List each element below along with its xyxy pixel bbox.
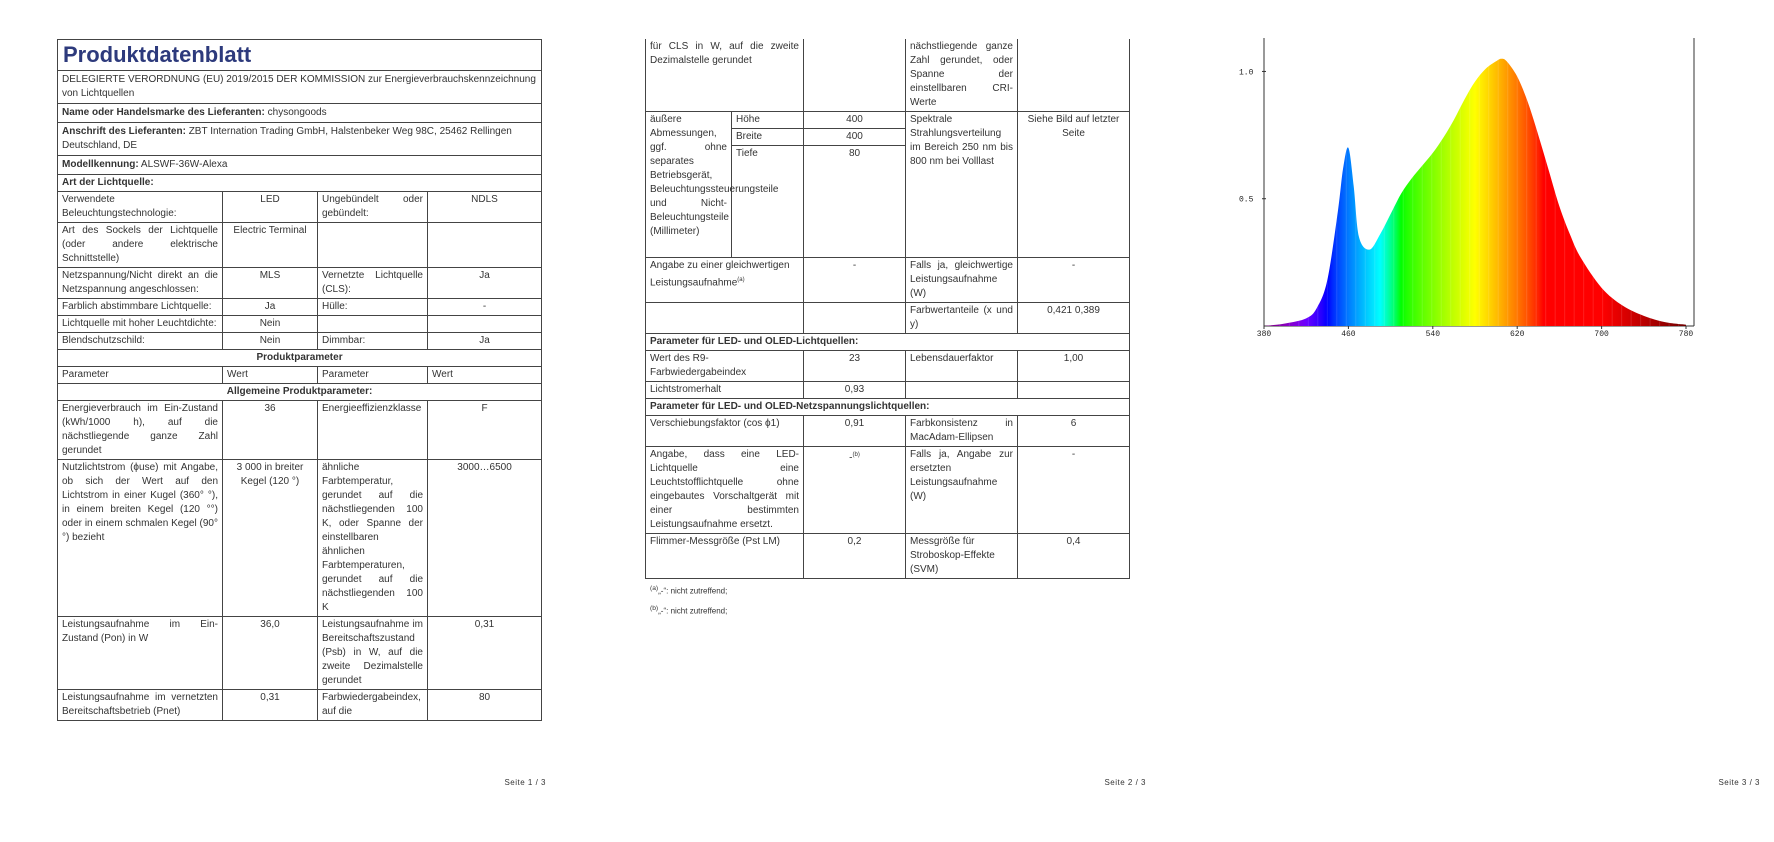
y-tick-label: 1.0 — [1239, 68, 1254, 78]
cell-value: 36,0 — [223, 617, 318, 690]
dimension-key: Tiefe — [732, 146, 804, 258]
cell-value: 3 000 in breiter Kegel (120 °) — [223, 460, 318, 617]
table-row — [58, 690, 542, 721]
footnotes — [650, 580, 727, 619]
cell-label: Leistungsaufnahme im Bereitschaftszustand (Psb) in W, auf die zweite Dezimalstelle gerundet — [318, 617, 428, 690]
cell-label: Leistungsaufnahme im Ein-Zustand (Pon) in W — [58, 617, 223, 690]
cell-label: nächstliegende ganze Zahl gerundet, oder Spanne der einstellbaren CRI-Werte — [906, 39, 1018, 112]
dimension-key: Höhe — [732, 112, 804, 129]
cell-value — [804, 447, 906, 534]
table-row — [58, 333, 542, 350]
regulation-text: DELEGIERTE VERORDNUNG (EU) 2019/2015 DER KOMMISSION zur Energieverbrauchskennzeichnung von Lichtquellen — [58, 71, 542, 104]
address-value: ZBT Internation Trading GmbH, Halstenbeker Weg 98C, 25462 Rellingen Deutschland, DE — [62, 126, 512, 151]
cell-value — [804, 39, 906, 112]
page-title: Produktdatenblatt — [58, 40, 542, 71]
address-row — [58, 123, 542, 156]
cell-label: Falls ja, Angabe zur ersetzten Leistungsaufnahme (W) — [906, 447, 1018, 534]
x-tick-label: 540 — [1425, 330, 1441, 339]
x-tick-label: 620 — [1509, 330, 1525, 339]
replace-value: - — [849, 452, 853, 464]
column-header: Wert — [428, 367, 542, 384]
cell-label: Angabe, dass eine LED-Lichtquelle eine Leuchtstofflichtquelle ohne eingebautes Vorschaltgerät mit einer bestimmten Leistungsaufnahme ersetzt. — [646, 447, 804, 534]
product-data-table — [57, 39, 542, 721]
cell-value: 80 — [428, 690, 542, 721]
table-row — [58, 299, 542, 316]
table-row — [646, 447, 1130, 534]
column-header: Wert — [223, 367, 318, 384]
model-value: ALSWF-36W-Alexa — [140, 159, 228, 170]
table-row — [58, 460, 542, 617]
table-row — [58, 223, 542, 268]
table-row — [58, 401, 542, 460]
table-row — [646, 534, 1130, 579]
cell-value: 0,31 — [428, 617, 542, 690]
model-label: Modellkennung: — [62, 159, 139, 170]
cell-label — [318, 316, 428, 333]
cell-label: Verschiebungsfaktor (cos ϕ1) — [646, 416, 804, 447]
y-tick-label: 0.5 — [1239, 195, 1254, 205]
table-row — [646, 382, 1130, 399]
cell-value: 0,2 — [804, 534, 906, 579]
cell-label: ähnliche Farbtemperatur, gerundet auf die nächstliegenden 100 K, oder Spanne der einstellbaren ähnlichen Farbtemperaturen, gerundet auf die nächstliegenden 100 K — [318, 460, 428, 617]
address-label: Anschrift des Lieferanten: — [62, 126, 186, 137]
cell-label: Lichtstromerhalt — [646, 382, 804, 399]
footnote-text: „-“: nicht zutreffend; — [658, 606, 728, 616]
cell-label — [906, 382, 1018, 399]
cell-value: 0,93 — [804, 382, 906, 399]
cell-label: Flimmer-Messgröße (Pst LM) — [646, 534, 804, 579]
cell-value: MLS — [223, 268, 318, 299]
cell-label: Vernetzte Lichtquelle (CLS): — [318, 268, 428, 299]
spectral-label: Spektrale Strahlungsverteilung im Bereich 250 nm bis 800 nm bei Volllast — [906, 112, 1018, 258]
page-1 — [0, 0, 560, 842]
cell-value: - — [1018, 258, 1130, 303]
cell-value: Ja — [428, 268, 542, 299]
spectral-value: Siehe Bild auf letzter Seite — [1018, 112, 1130, 258]
cell-label: Farbwiedergabeindex, auf die — [318, 690, 428, 721]
cell-label: Messgröße für Stroboskop-Effekte (SVM) — [906, 534, 1018, 579]
cell-value: 0,4 — [1018, 534, 1130, 579]
cell-value: 6 — [1018, 416, 1130, 447]
cell-label: Hülle: — [318, 299, 428, 316]
footnote-marker: (a) — [650, 585, 659, 592]
cell-value: 3000…6500 — [428, 460, 542, 617]
dimension-value: 400 — [804, 129, 906, 146]
cell-label: Farblich abstimmbare Lichtquelle: — [58, 299, 223, 316]
table-row — [646, 258, 1130, 303]
lightsource-type-header: Art der Lichtquelle: — [58, 175, 542, 192]
cell-value — [428, 223, 542, 268]
cell-label: Lebensdauerfaktor — [906, 351, 1018, 382]
footnote-ref: (a) — [737, 277, 745, 283]
spectral-distribution-chart — [1236, 38, 1706, 350]
led-params-header: Parameter für LED- und OLED-Lichtquellen: — [646, 334, 1130, 351]
cell-label: Farbkonsistenz in MacAdam-Ellipsen — [906, 416, 1018, 447]
x-tick-label: 460 — [1341, 330, 1356, 339]
cell-label — [646, 258, 804, 303]
x-tick-label: 700 — [1594, 330, 1609, 339]
cell-value: NDLS — [428, 192, 542, 223]
supplier-value: chysongoods — [267, 107, 327, 118]
supplier-row — [58, 104, 542, 123]
page-number: Seite 2 / 3 — [1104, 778, 1146, 787]
cell-value — [428, 316, 542, 333]
cell-value: Nein — [223, 316, 318, 333]
dimensions-label: äußere Abmessungen, ggf. ohne separates Betriebsgerät, Beleuchtungssteuerungsteile und Nicht-Beleuchtungsteile (Millimeter) — [646, 112, 732, 258]
column-header: Parameter — [58, 367, 223, 384]
cell-value: 0,31 — [223, 690, 318, 721]
table-row — [58, 192, 542, 223]
column-header-row — [58, 367, 542, 384]
cell-value — [804, 303, 906, 334]
footnote-marker: (b) — [650, 604, 659, 612]
cell-label: Netzspannung/Nicht direkt an die Netzspannung angeschlossen: — [58, 268, 223, 299]
general-params-header: Allgemeine Produktparameter: — [58, 384, 542, 401]
x-tick-label: 780 — [1678, 330, 1694, 339]
cell-value — [1018, 382, 1130, 399]
cell-value: 1,00 — [1018, 351, 1130, 382]
cell-label — [318, 223, 428, 268]
footnote-text: „-“: nicht zutreffend; — [658, 586, 728, 596]
page-2 — [595, 0, 1160, 842]
cell-value: - — [1018, 447, 1130, 534]
table-row — [58, 268, 542, 299]
cell-value: 23 — [804, 351, 906, 382]
cell-value: LED — [223, 192, 318, 223]
cell-value: Nein — [223, 333, 318, 350]
cell-label: Art des Sockels der Lichtquelle (oder andere elektrische Schnittstelle) — [58, 223, 223, 268]
cell-label: Dimmbar: — [318, 333, 428, 350]
table-row — [646, 303, 1130, 334]
dimension-value: 80 — [804, 146, 906, 258]
table-row — [58, 316, 542, 333]
table-row — [646, 39, 1130, 112]
cell-value: - — [428, 299, 542, 316]
supplier-label: Name oder Handelsmarke des Lieferanten: — [62, 107, 265, 118]
cell-value: 36 — [223, 401, 318, 460]
cell-label — [646, 303, 804, 334]
table-row — [646, 112, 1130, 129]
cell-label: Energieverbrauch im Ein-Zustand (kWh/1000 h), auf die nächstliegende ganze Zahl gerundet — [58, 401, 223, 460]
cell-value: Ja — [223, 299, 318, 316]
cell-label: Energieeffizienzklasse — [318, 401, 428, 460]
cell-value: F — [428, 401, 542, 460]
model-row — [58, 156, 542, 175]
cell-value: - — [804, 258, 906, 303]
product-data-table-continued — [645, 39, 1130, 579]
cell-label: Nutzlichtstrom (ϕuse) mit Angabe, ob sich der Wert auf den Lichtstrom in einer Kugel (360° °), in einem breiten Kegel (120 °°) oder in einem schmalen Kegel (90° °) bezieht — [58, 460, 223, 617]
mains-params-header: Parameter für LED- und OLED-Netzspannungslichtquellen: — [646, 399, 1130, 416]
page-number: Seite 3 / 3 — [1718, 778, 1760, 787]
footnote-ref: (b) — [852, 452, 860, 458]
page-number: Seite 1 / 3 — [504, 778, 546, 787]
equivalent-power-label: Angabe zu einer gleichwertigen Leistungsaufnahme — [650, 260, 790, 289]
dimension-value: 400 — [804, 112, 906, 129]
cell-label: Wert des R9-Farbwiedergabeindex — [646, 351, 804, 382]
table-row — [646, 351, 1130, 382]
table-row — [58, 617, 542, 690]
cell-value — [1018, 39, 1130, 112]
cell-label: Lichtquelle mit hoher Leuchtdichte: — [58, 316, 223, 333]
cell-label: Leistungsaufnahme im vernetzten Bereitschaftsbetrieb (Pnet) — [58, 690, 223, 721]
cell-value: Electric Terminal — [223, 223, 318, 268]
cell-label: Blendschutzschild: — [58, 333, 223, 350]
cell-label: Ungebündelt oder gebündelt: — [318, 192, 428, 223]
product-params-header: Produktparameter — [58, 350, 542, 367]
cell-label: für CLS in W, auf die zweite Dezimalstelle gerundet — [646, 39, 804, 112]
cell-value: 0,91 — [804, 416, 906, 447]
column-header: Parameter — [318, 367, 428, 384]
cell-value: Ja — [428, 333, 542, 350]
chromaticity-label: Farbwertanteile (x und y) — [906, 303, 1018, 334]
table-row — [646, 416, 1130, 447]
footnote-a — [650, 580, 727, 600]
footnote-b — [650, 600, 727, 620]
page-3 — [1190, 0, 1774, 842]
cell-label: Falls ja, gleichwertige Leistungsaufnahme (W) — [906, 258, 1018, 303]
chromaticity-value: 0,421 0,389 — [1018, 303, 1130, 334]
cell-label: Verwendete Beleuchtungstechnologie: — [58, 192, 223, 223]
x-tick-label: 380 — [1256, 330, 1272, 339]
dimension-key: Breite — [732, 129, 804, 146]
